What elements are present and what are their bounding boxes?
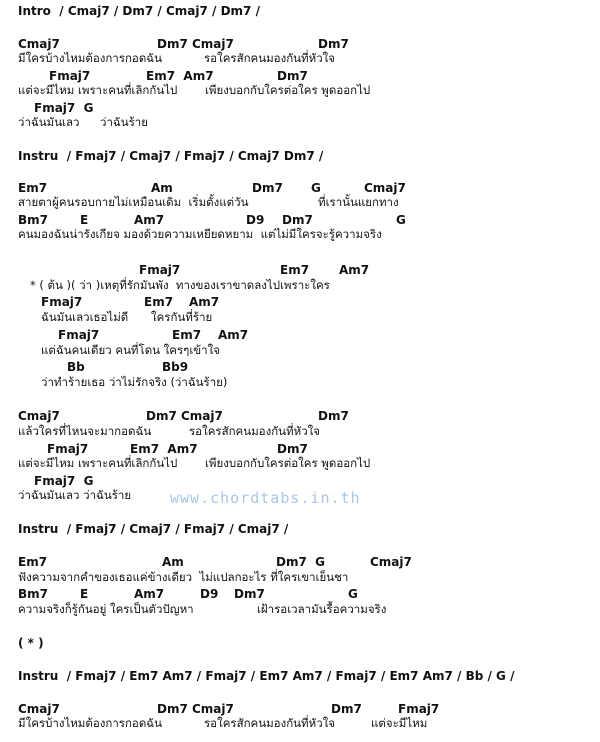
chord-text: Em7 [280,263,310,277]
chord-text: ( * ) [18,636,44,650]
lyric-text: เพียงบอกกับใครต่อใคร พูดออกไป [205,456,371,470]
lyric-text: แล้วใครที่ไหนจะมากอดฉัน [18,424,152,438]
chord-text: Dm7 [234,587,265,601]
lyric-text: รอใครสักคนมองกันที่หัวใจ [204,716,336,730]
lyric-text: ว่าทำร้ายเธอ ว่าไม่รักจริง (ว่าฉันร้าย) [41,375,228,389]
chord-text: Instru / Fmaj7 / Cmaj7 / Fmaj7 / Cmaj7 Dm7 / [18,149,324,163]
lyric-text: มีใครบ้างไหมต้องการกอดฉัน [18,51,163,65]
lyric-text: ฉันมันเลวเธอไม่ดี [41,310,129,324]
chord-text: Fmaj7 G [34,101,94,115]
lyric-text: แต่จะมีไหม เพราะคนที่เลิกกันไป [18,83,178,97]
chord-text: Am [162,555,184,569]
chord-text: Em7 [172,328,202,342]
lyric-text: ว่าฉันร้าย [100,115,148,129]
chord-text: D9 [246,213,265,227]
lyric-text: รอใครสักคนมองกันที่หัวใจ [189,424,321,438]
chord-text: Am7 [339,263,370,277]
chord-text: Bb9 [162,360,189,374]
chord-text: Am7 [134,587,165,601]
chord-text: Cmaj7 [18,409,60,423]
lyric-text: * ( ต้น )( ว่า )เหตุที่รักมันพัง ทางของเราขาดลงไปเพราะใคร [30,278,330,292]
lyric-text: คนมองฉันน่ารังเกียจ มองด้วยความเหยียดหยาม แต่ไม่มีใครจะรู้ความจริง [18,227,382,241]
chord-text: G [396,213,406,227]
lyric-text: ว่าฉันมันเลว ว่าฉันร้าย [18,488,132,502]
chord-text: Dm7 [277,69,308,83]
chord-text: Dm7 [318,409,349,423]
lyric-text: ความจริงก็รู้กันอยู่ ใครเป็นตัวปัญหา [18,602,194,616]
chord-text: Fmaj7 [41,295,83,309]
lyric-text: ที่เรานั้นแยกทาง [318,195,399,209]
chord-text: Cmaj7 [18,37,60,51]
lyric-text: มีใครบ้างไหมต้องการกอดฉัน [18,716,163,730]
lyric-text: ว่าฉันมันเลว [18,115,80,129]
chord-text: Instru / Fmaj7 / Cmaj7 / Fmaj7 / Cmaj7 / [18,522,289,536]
lyric-text: เฝ้ารอเวลามันรื้อความจริง [257,602,387,616]
chord-text: Dm7 Cmaj7 [157,702,234,716]
chord-text: Cmaj7 [370,555,412,569]
lyric-text: แต่จะมีไหม [371,716,428,730]
chord-text: Em7 Am7 [130,442,198,456]
chord-text: Em7 [18,181,48,195]
lyric-text: สายตาผู้คนรอบกายไม่เหมือนเดิม เริ่มตั้งแต่วัน [18,195,249,209]
chord-text: Fmaj7 [49,69,91,83]
chord-text: Fmaj7 [398,702,440,716]
watermark: www.chordtabs.in.th [170,489,361,507]
chord-text: Bm7 [18,213,48,227]
chord-text: Em7 Am7 [146,69,214,83]
chord-text: Dm7 [318,37,349,51]
chord-text: Dm7 [282,213,313,227]
lyric-text: เพียงบอกกับใครต่อใคร พูดออกไป [205,83,371,97]
chord-text: Dm7 Cmaj7 [146,409,223,423]
chord-text: Bb [67,360,85,374]
chord-text: Dm7 Cmaj7 [157,37,234,51]
chord-text: Dm7 [331,702,362,716]
chord-text: Dm7 [252,181,283,195]
chord-text: D9 [200,587,219,601]
chord-text: Fmaj7 G [34,474,94,488]
chord-text: E [80,587,89,601]
chord-text: Dm7 G [276,555,326,569]
chord-text: Am7 [218,328,249,342]
chord-text: Am7 [134,213,165,227]
chord-text: Intro / Cmaj7 / Dm7 / Cmaj7 / Dm7 / [18,4,260,18]
chord-text: Dm7 [277,442,308,456]
chord-text: Instru / Fmaj7 / Em7 Am7 / Fmaj7 / Em7 Am7 / Fmaj7 / Em7 Am7 / Bb / G / [18,669,515,683]
chord-text: Fmaj7 [47,442,89,456]
chord-text: G [311,181,321,195]
lyric-text: ฟังความจากคำของเธอแค่ข้างเดียว ไม่แปลกอะไร ที่ใครเขาเย็นชา [18,570,349,584]
lyric-text: รอใครสักคนมองกันที่หัวใจ [204,51,336,65]
chord-text: G [348,587,358,601]
chord-text: Em7 [144,295,174,309]
lyric-text: แต่ฉันคนเดียว คนที่โดน ใครๆเข้าใจ [41,343,220,357]
chord-text: Em7 [18,555,48,569]
chord-text: E [80,213,89,227]
lyric-text: ใครกันที่ร้าย [151,310,213,324]
chord-text: Cmaj7 [18,702,60,716]
chord-text: Fmaj7 [58,328,100,342]
lyric-text: แต่จะมีไหม เพราะคนที่เลิกกันไป [18,456,178,470]
chord-text: Cmaj7 [364,181,406,195]
chord-text: Fmaj7 [139,263,181,277]
chord-text: Am7 [189,295,220,309]
chord-text: Am [151,181,173,195]
chord-text: Bm7 [18,587,48,601]
